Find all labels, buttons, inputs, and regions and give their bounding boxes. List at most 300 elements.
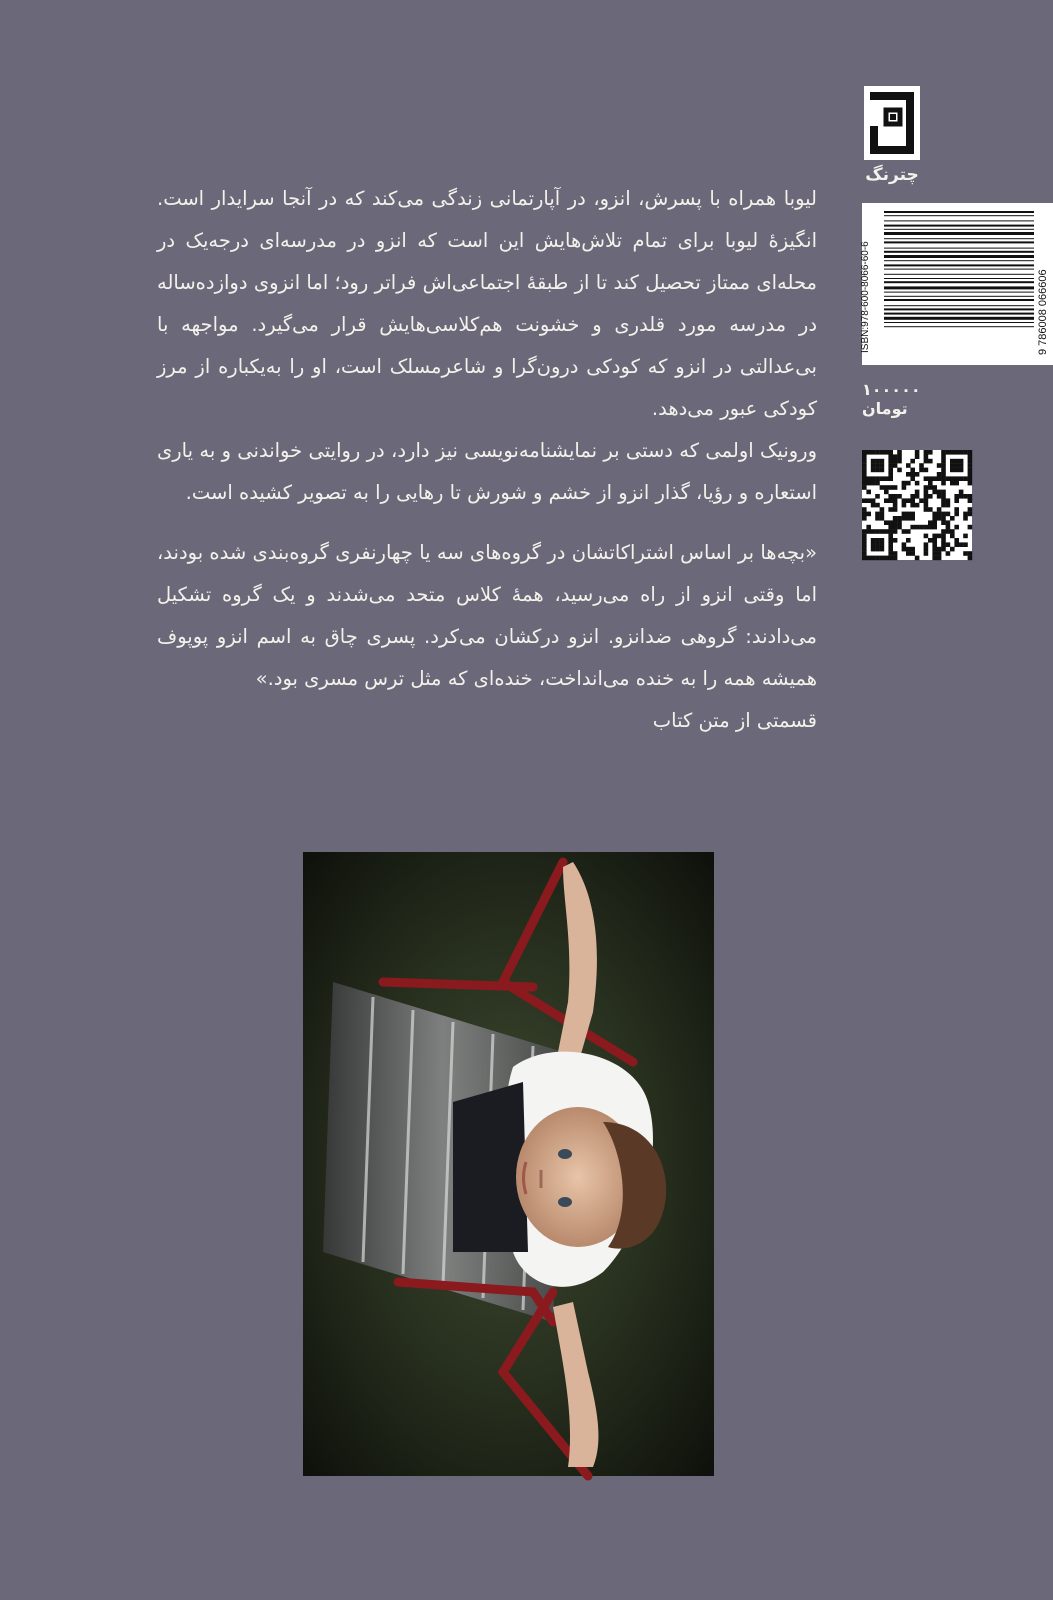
qr-module [862,463,867,468]
qr-module [888,551,893,556]
qr-module [968,512,973,517]
qr-module [897,450,902,455]
qr-module [888,472,893,477]
qr-module [924,459,929,464]
qr-module [884,556,889,561]
qr-module [941,490,946,495]
qr-module [880,459,885,464]
qr-module [924,468,929,473]
qr-module [880,476,885,481]
qr-module [928,481,933,486]
qr-module [963,494,968,499]
qr-module [866,481,871,486]
qr-module [915,481,920,486]
qr-module [902,503,907,508]
qr-module [862,542,867,547]
qr-module [897,494,902,499]
barcode-bar [884,251,1034,253]
qr-module [893,520,898,525]
barcode-bar [884,220,1034,221]
qr-module [959,494,964,499]
qr-module [968,525,973,530]
qr-module [888,534,893,539]
barcode-bar [884,264,1034,266]
qr-module [871,556,876,561]
qr-module [941,472,946,477]
qr-module [950,481,955,486]
qr-module [871,468,876,473]
publisher-name: چترنگ [865,165,919,185]
qr-module [875,529,880,534]
barcode-bar [884,326,1034,327]
publisher-logo-icon [864,86,920,160]
qr-module [906,547,911,552]
qr-module [963,476,968,481]
qr-module [963,534,968,539]
qr-module [871,503,876,508]
qr-module [888,485,893,490]
qr-module [880,547,885,552]
qr-module [888,538,893,543]
barcode-bar [884,313,1034,315]
blurb-quote-source: قسمتی از متن کتاب [652,709,817,732]
barcode-bar [884,278,1034,279]
qr-module [906,498,911,503]
qr-module [950,476,955,481]
qr-module [928,525,933,530]
qr-module [884,450,889,455]
qr-module [910,476,915,481]
qr-module [910,503,915,508]
qr-module [862,556,867,561]
qr-module [954,494,959,499]
qr-module [893,516,898,521]
qr-module [968,454,973,459]
qr-module [866,556,871,561]
barcode-bar [884,215,1034,216]
qr-module [919,525,924,530]
qr-module [893,454,898,459]
qr-module [924,534,929,539]
qr-module [937,556,942,561]
qr-module [946,512,951,517]
qr-module [862,476,867,481]
qr-module [875,516,880,521]
barcode-bar [884,322,1034,323]
qr-module [932,490,937,495]
qr-module [946,503,951,508]
qr-module [932,525,937,530]
qr-module [888,494,893,499]
qr-module [875,463,880,468]
qr-module [862,512,867,517]
qr-module [924,525,929,530]
qr-module [937,551,942,556]
qr-module [875,547,880,552]
qr-module [941,512,946,517]
barcode-bar [884,225,1034,227]
qr-module [893,525,898,530]
qr-module [880,507,885,512]
qr-module [880,463,885,468]
qr-module [950,450,955,455]
qr-module [875,503,880,508]
qr-module [888,520,893,525]
qr-module [910,551,915,556]
qr-module [866,498,871,503]
qr-module [941,468,946,473]
qr-module [884,485,889,490]
qr-module [862,547,867,552]
qr-module [937,512,942,517]
qr-module [902,512,907,517]
price-label: ۱۰۰۰۰۰ تومان [862,380,921,418]
barcode-graphic [862,203,1053,365]
qr-module [950,516,955,521]
qr-module [932,542,937,547]
qr-module [968,507,973,512]
qr-module [954,525,959,530]
qr-module [941,547,946,552]
qr-module [941,503,946,508]
qr-module [919,463,924,468]
qr-module [954,498,959,503]
qr-module [968,468,973,473]
qr-module [862,507,867,512]
qr-module [862,481,867,486]
barcode-bar [884,299,1034,301]
qr-module [893,459,898,464]
qr-module [902,542,907,547]
qr-module [954,538,959,543]
qr-module [937,494,942,499]
qr-module [897,459,902,464]
qr-module [884,476,889,481]
qr-module [924,476,929,481]
barcode-bar [884,241,1034,243]
qr-module [950,463,955,468]
qr-module [897,525,902,530]
qr-module [928,507,933,512]
qr-module [924,542,929,547]
qr-module [968,481,973,486]
qr-module [906,512,911,517]
qr-module [866,529,871,534]
qr-module [932,556,937,561]
qr-module [946,529,951,534]
barcode-bar [884,255,1034,258]
qr-module [910,525,915,530]
qr-module [897,516,902,521]
qr-code [862,450,972,560]
qr-module [875,450,880,455]
qr-module [875,542,880,547]
qr-module [902,485,907,490]
qr-module [897,468,902,473]
qr-module [954,463,959,468]
qr-module [963,542,968,547]
barcode-bar [884,232,1034,235]
qr-module [932,547,937,552]
qr-module [893,498,898,503]
qr-module [968,494,973,499]
qr-module [932,512,937,517]
qr-module [915,556,920,561]
qr-module [910,468,915,473]
qr-module [875,556,880,561]
qr-module [959,542,964,547]
qr-module [880,516,885,521]
qr-module [906,529,911,534]
qr-module [941,454,946,459]
qr-module [906,538,911,543]
qr-module [915,494,920,499]
qr-module [880,512,885,517]
qr-module [954,468,959,473]
qr-module [875,468,880,473]
qr-module [910,459,915,464]
qr-module [941,463,946,468]
qr-module [862,538,867,543]
qr-module [932,516,937,521]
qr-module [884,498,889,503]
qr-module [950,468,955,473]
qr-module [950,534,955,539]
qr-module [954,507,959,512]
blurb-paragraph-author: ورونیک اولمی که دستی بر نمایشنامه‌نویسی نیز دارد، در روایتی خواندنی و به یاری استعاره و رؤیا، گذار انزو از خشم و شورش تا رهایی را به تصویر کشیده است. [157,439,817,504]
qr-module [871,498,876,503]
qr-module [880,485,885,490]
qr-module [893,538,898,543]
qr-module [941,476,946,481]
qr-module [946,498,951,503]
qr-module [875,476,880,481]
qr-module [862,459,867,464]
qr-module [862,551,867,556]
qr-module [888,556,893,561]
qr-module [937,472,942,477]
qr-module [954,459,959,464]
qr-module [888,476,893,481]
qr-module [968,450,973,455]
qr-module [924,490,929,495]
qr-module [968,472,973,477]
qr-module [862,516,867,521]
qr-module [946,525,951,530]
qr-module [932,538,937,543]
qr-module [893,485,898,490]
qr-module [928,538,933,543]
qr-module [884,520,889,525]
qr-module [924,503,929,508]
qr-module [888,547,893,552]
qr-module [866,490,871,495]
qr-module [946,542,951,547]
qr-module [954,450,959,455]
qr-module [888,463,893,468]
qr-module [902,547,907,552]
qr-module [862,468,867,473]
qr-module [910,512,915,517]
qr-module [888,454,893,459]
qr-module [924,551,929,556]
qr-module [875,459,880,464]
qr-module [862,485,867,490]
barcode-bar [884,317,1034,320]
barcode-digits-text: 9 786008 066606 [1037,269,1049,355]
qr-module [910,547,915,552]
qr-module [893,529,898,534]
qr-module [915,472,920,477]
qr-module [888,542,893,547]
qr-module [875,494,880,499]
qr-module [968,463,973,468]
qr-module [871,529,876,534]
qr-module [906,516,911,521]
qr-module [932,520,937,525]
qr-module [866,450,871,455]
qr-module [884,529,889,534]
qr-module [871,481,876,486]
barcode-bar [884,238,1034,239]
qr-module [888,498,893,503]
qr-module [906,472,911,477]
blurb-quote: «بچه‌ها بر اساس اشتراکاتشان در گروه‌های سه یا چهارنفری گروه‌بندی شده بودند، اما وقتی انزو از راه می‌رسید، همهٔ کلاس متحد می‌شدند و یک گروه تشکیل می‌دادند: گروهی ضدانزو. انزو درکشان می‌کرد. پسری چاق به اسم انزو پوپوف همیشه همه را به خنده می‌انداخت، خنده‌ای که مثل ترس مسری بود.» [157,541,817,690]
barcode-bar [884,229,1034,230]
qr-module [880,529,885,534]
qr-module [871,547,876,552]
qr-module [866,512,871,517]
qr-module [871,476,876,481]
qr-module [915,525,920,530]
qr-module [875,538,880,543]
barcode-isbn-text: ISBN:978-600-8066-60-6 [860,241,871,353]
qr-module [932,534,937,539]
qr-module [893,503,898,508]
barcode [862,203,1053,365]
qr-module [937,463,942,468]
qr-module [937,516,942,521]
qr-module [946,551,951,556]
qr-module [902,481,907,486]
qr-module [924,454,929,459]
qr-module [897,520,902,525]
barcode-bar [884,248,1034,249]
qr-module [910,498,915,503]
qr-module [963,551,968,556]
qr-module [941,481,946,486]
qr-module [928,476,933,481]
cover-photo-boy-on-ladder [303,852,714,1476]
qr-module [884,490,889,495]
qr-module [871,538,876,543]
qr-module [941,520,946,525]
qr-module [893,556,898,561]
qr-module [862,454,867,459]
qr-module [871,459,876,464]
qr-module [880,450,885,455]
qr-module [928,450,933,455]
qr-module [902,498,907,503]
qr-module [888,529,893,534]
qr-module [959,490,964,495]
qr-module [888,459,893,464]
qr-module [954,512,959,517]
qr-module [968,551,973,556]
qr-module [915,454,920,459]
barcode-bar [884,286,1034,289]
qr-module [941,450,946,455]
qr-module [910,516,915,521]
qr-module [968,556,973,561]
qr-module [932,551,937,556]
qr-module [959,468,964,473]
qr-module [910,472,915,477]
qr-module [880,468,885,473]
qr-module [871,450,876,455]
qr-module [941,498,946,503]
qr-module [959,463,964,468]
qr-module [875,481,880,486]
qr-module [888,468,893,473]
qr-module [928,485,933,490]
qr-module [866,476,871,481]
qr-module [915,503,920,508]
qr-module [959,450,964,455]
qr-module [968,498,973,503]
qr-module [880,556,885,561]
qr-module [888,507,893,512]
qr-module [937,547,942,552]
qr-module [924,507,929,512]
qr-module [897,454,902,459]
qr-module [937,507,942,512]
barcode-bar [884,260,1034,261]
qr-module [880,538,885,543]
qr-module [862,450,867,455]
barcode-bar [884,274,1034,275]
qr-module [941,516,946,521]
qr-module [893,494,898,499]
qr-module [932,476,937,481]
barcode-bar [884,292,1034,293]
qr-module [946,476,951,481]
barcode-bar [884,211,1034,213]
qr-module [919,468,924,473]
qr-module [941,494,946,499]
qr-module [866,525,871,530]
qr-module [963,512,968,517]
blurb-paragraph-summary: لیوبا همراه با پسرش، انزو، در آپارتمانی زندگی می‌کند که در آنجا سرایدار است. انگیزهٔ لیوبا برای تمام تلاش‌هایش این است که انزو در مدرسه‌ای درجه‌یک در محله‌ای ممتاز تحصیل کند تا از طبقهٔ اجتماعی‌اش فراتر رود؛ اما انزوی دوازده‌ساله در مدرسه مورد قلدری و خشونت هم‌کلاسی‌هایش قرار می‌گیرد. مواجهه با بی‌عدالتی در انزو که کودکی درون‌گرا و شاعرمسلک است، او را به‌یکباره از مرز کودکی عبور می‌دهد. [157,187,817,420]
qr-module [954,542,959,547]
qr-module [954,481,959,486]
qr-module [950,529,955,534]
qr-module [871,542,876,547]
qr-module [871,463,876,468]
qr-module [941,542,946,547]
qr-module [946,520,951,525]
qr-module [928,459,933,464]
qr-module [880,542,885,547]
qr-module [893,507,898,512]
qr-module [862,472,867,477]
qr-module [954,476,959,481]
qr-module [893,551,898,556]
qr-module [906,551,911,556]
qr-module [950,547,955,552]
qr-module [862,534,867,539]
qr-module [968,459,973,464]
